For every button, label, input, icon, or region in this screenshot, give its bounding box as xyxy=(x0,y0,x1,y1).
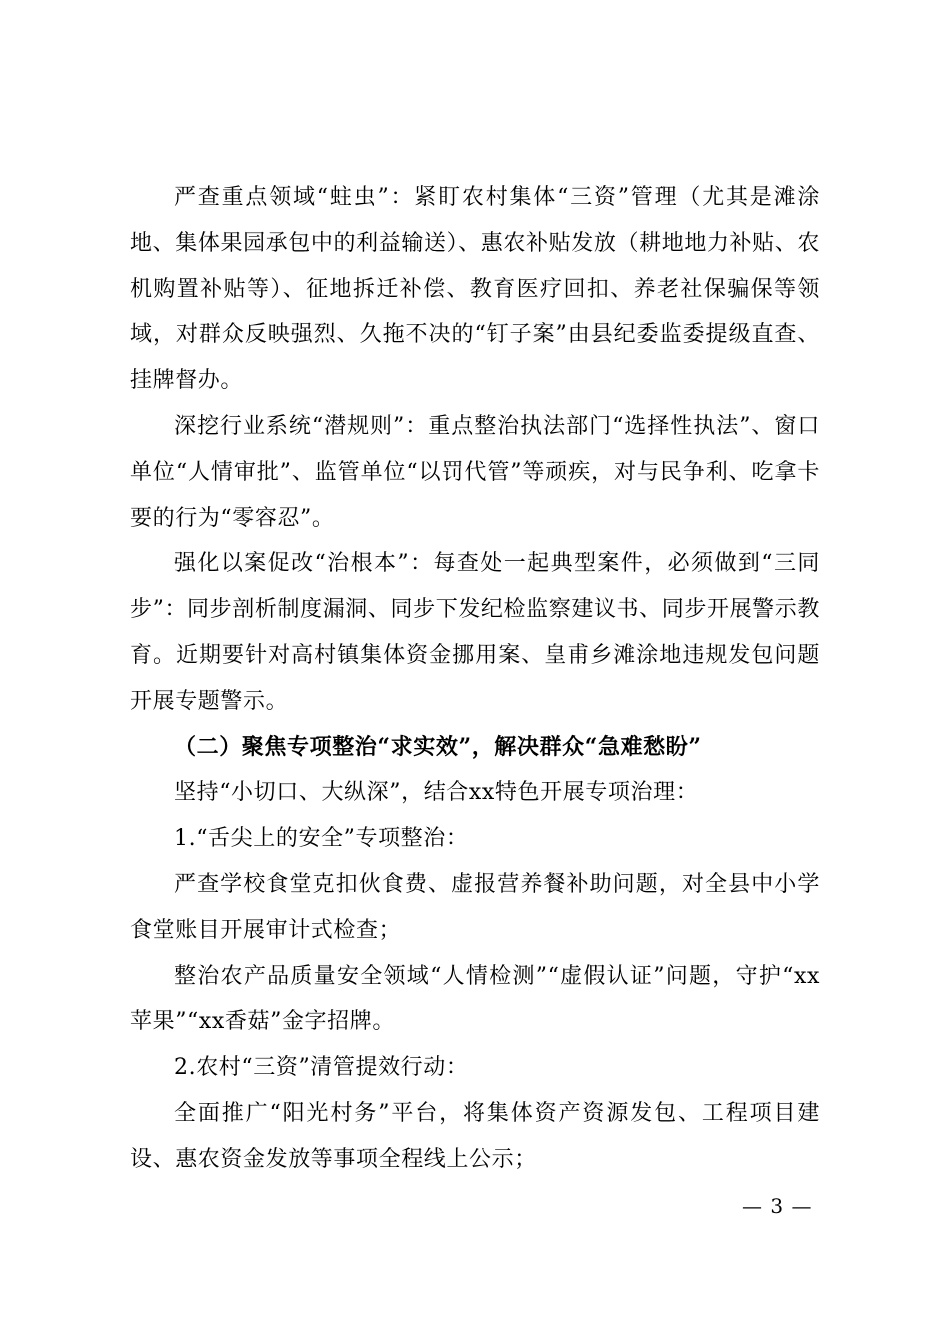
page-number: — 3 — xyxy=(742,1194,813,1218)
paragraph-special-governance: 坚持“小切口、大纵深”，结合xx特色开展专项治理： xyxy=(174,780,699,806)
item-heading-three-assets: 2.农村“三资”清管提效行动： xyxy=(174,1055,469,1081)
section-heading-2: （二）聚焦专项整治“求实效”，解决群众“急难愁盼” xyxy=(174,733,702,760)
paragraph-agri-quality: 整治农产品质量安全领域“人情检测”“虚假认证”问题，守护“xx苹果”“xx香菇”金字招牌。 xyxy=(130,963,820,1035)
paragraph-root-cause: 强化以案促改“治根本”：每查处一起典型案件，必须做到“三同步”：同步剖析制度漏洞、同步下发纪检监察建议书、同步开展警示教育。近期要针对高村镇集体资金挪用案、皇甫乡滩涂地违规发包问题开展专题警示。 xyxy=(130,551,820,714)
item-heading-food-safety: 1.“舌尖上的安全”专项整治： xyxy=(174,826,469,852)
paragraph-sunshine-affairs: 全面推广“阳光村务”平台，将集体资产资源发包、工程项目建设、惠农资金发放等事项全程线上公示； xyxy=(130,1100,820,1172)
document-body xyxy=(130,175,820,1183)
paragraph-hidden-rules: 深挖行业系统“潜规则”：重点整治执法部门“选择性执法”、窗口单位“人情审批”、监管单位“以罚代管”等顽疾，对与民争利、吃拿卡要的行为“零容忍”。 xyxy=(130,413,820,531)
paragraph-school-canteen: 严查学校食堂克扣伙食费、虚报营养餐补助问题，对全县中小学食堂账目开展审计式检查； xyxy=(130,871,820,943)
paragraph-key-areas: 严查重点领域“蛀虫”：紧盯农村集体“三资”管理（尤其是滩涂地、集体果园承包中的利益输送）、惠农补贴发放（耕地地力补贴、农机购置补贴等）、征地拆迁补偿、教育医疗回扣、养老社保骗保等领域，对群众反映强烈、久拖不决的“钉子案”由县纪委监委提级直查、挂牌督办。 xyxy=(130,185,820,394)
